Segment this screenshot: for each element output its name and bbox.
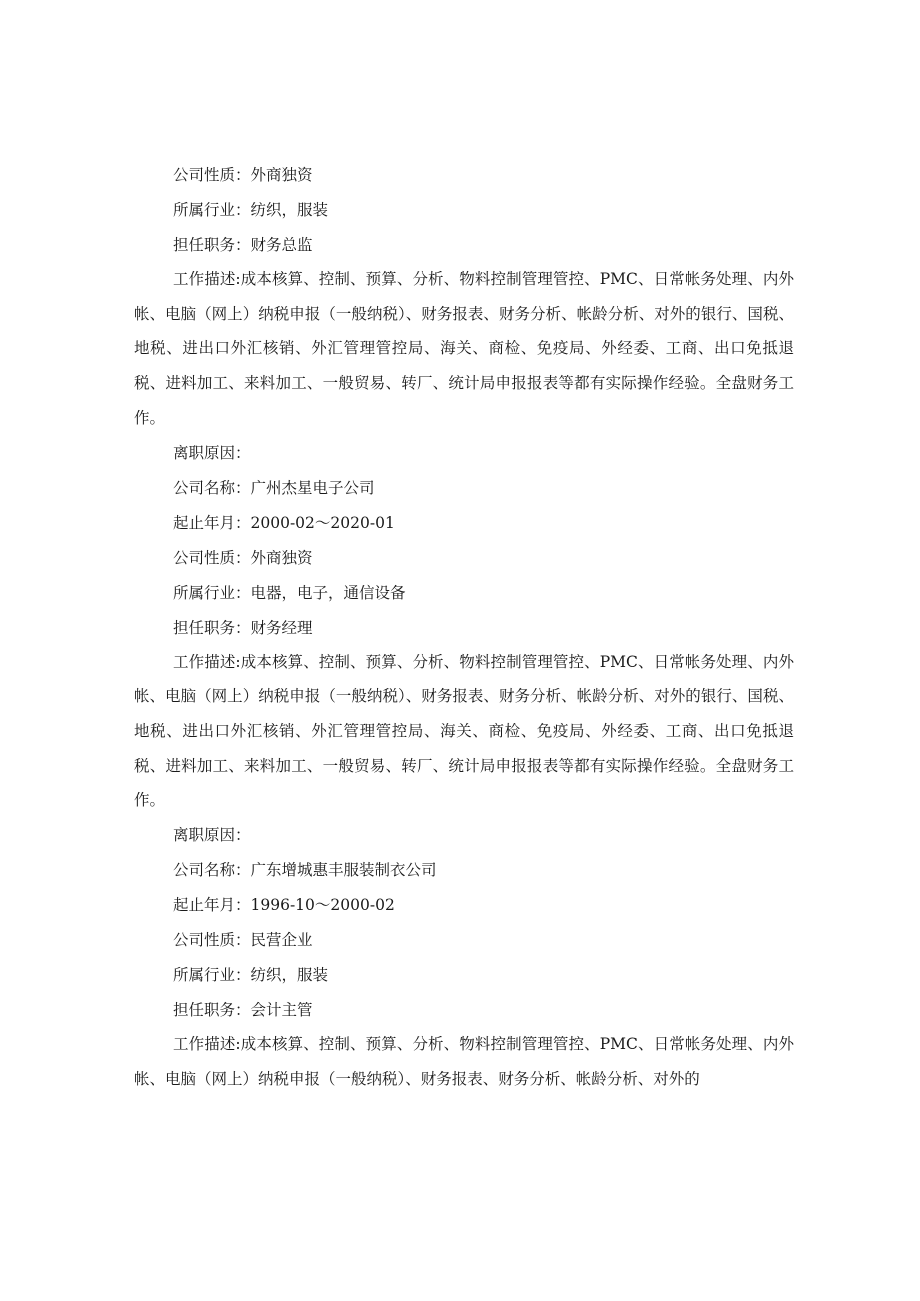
leave-reason: 离职原因： — [173, 443, 251, 462]
job-description: 工作描述:成本核算、控制、预算、分析、物料控制管理管控、PMC、日常帐务处理、内外帐、电脑（网上）纳税申报（一般纳税）、财务报表、财务分析、帐龄分析、对外的银行、国税、地税、进出口外汇核销、外汇管理管控局、海关、商检、免疫局、外经委、工商、出口免抵退税、进料加工、来料加工、一般贸易、转厂、统计局申报报表等都有实际操作经验。全盘财务工作。 — [134, 270, 794, 427]
resume-work-history — [134, 163, 794, 1101]
work-entry-3 — [134, 858, 794, 1096]
job-description: 工作描述:成本核算、控制、预算、分析、物料控制管理管控、PMC、日常帐务处理、内外帐、电脑（网上）纳税申报（一般纳税）、财务报表、财务分析、帐龄分析、对外的 — [134, 1035, 794, 1088]
company-nature: 公司性质：外商独资 — [173, 166, 313, 184]
work-entry-2 — [134, 476, 794, 848]
work-entry-1 — [134, 163, 794, 465]
employment-period: 起止年月：1996-10～2000-02 — [173, 896, 395, 915]
company-industry: 所属行业：纺织，服装 — [173, 966, 329, 985]
company-industry: 所属行业：电器，电子，通信设备 — [173, 583, 406, 602]
job-position: 担任职务：财务经理 — [173, 618, 313, 637]
job-position: 担任职务：会计主管 — [173, 1001, 313, 1020]
employment-period: 起止年月：2000-02～2020-01 — [173, 513, 395, 532]
company-nature: 公司性质：外商独资 — [173, 548, 313, 567]
company-industry: 所属行业：纺织，服装 — [173, 201, 329, 219]
leave-reason: 离职原因： — [173, 826, 251, 845]
job-position: 担任职务：财务总监 — [173, 236, 313, 254]
job-description: 工作描述:成本核算、控制、预算、分析、物料控制管理管控、PMC、日常帐务处理、内外帐、电脑（网上）纳税申报（一般纳税）、财务报表、财务分析、帐龄分析、对外的银行、国税、地税、进出口外汇核销、外汇管理管控局、海关、商检、免疫局、外经委、工商、出口免抵退税、进料加工、来料加工、一般贸易、转厂、统计局申报报表等都有实际操作经验。全盘财务工作。 — [134, 652, 794, 810]
company-nature: 公司性质：民营企业 — [173, 931, 313, 950]
company-name: 公司名称：广东增城惠丰服装制衣公司 — [173, 861, 437, 880]
company-name: 公司名称：广州杰星电子公司 — [173, 478, 375, 497]
